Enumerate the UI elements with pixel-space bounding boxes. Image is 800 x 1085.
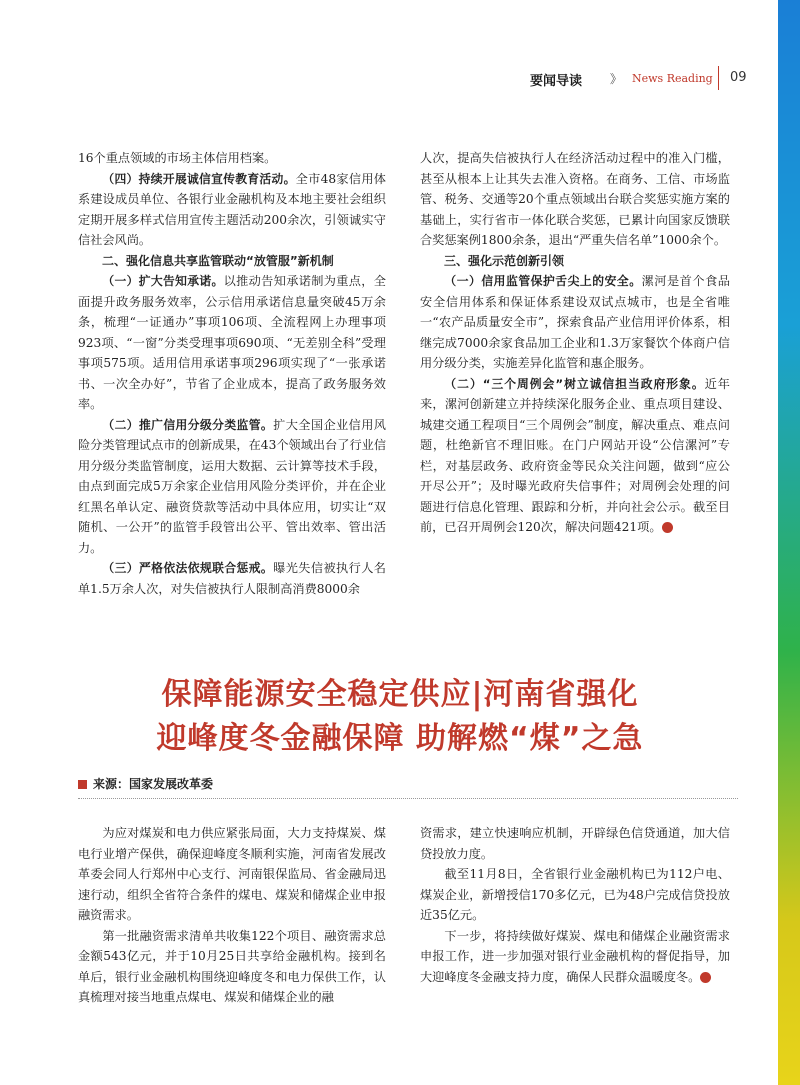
article2-source <box>78 775 213 792</box>
paragraph-text: 第一批融资需求清单共收集122个项目、融资需求总金额543亿元，并于10月25日共享给金融机构。接到名单后，银行业金融机构围绕迎峰度冬和电力保供工作，认真梳理对接当地重点煤电、煤炭和储煤企业的融 <box>78 928 386 1004</box>
paragraph <box>420 148 730 251</box>
paragraph-text: 截至11月8日，全省银行业金融机构已为112户电、煤炭企业，新增授信170多亿元，已为48户完成信贷投放近35亿元。 <box>420 867 730 922</box>
paragraph <box>420 864 730 926</box>
red-square-icon <box>78 780 87 789</box>
paragraph-heading: （二）推广信用分级分类监管。 <box>102 417 274 432</box>
paragraph-text: 近年来，漯河创新建立并持续深化服务企业、重点项目建设、城建交通工程项目“三个周例会”制度，解决重点、难点问题，杜绝新官不理旧账。在门户网站开设“公信漯河”专栏，对基层政务、政府资金等民众关注问题，做到“应公开尽公开”；及时曝光政府失信事件；对周例会处理的问题进行信息化管理、跟踪和分析，并向社会公示。截至目前，已召开周例会120次，解决问题421项。 <box>420 376 730 534</box>
paragraph-text: 下一步，将持续做好煤炭、煤电和储煤企业融资需求申报工作，进一步加强对银行业金融机构的督促指导，加大迎峰度冬金融支持力度，确保人民群众温暖度冬。 <box>420 928 730 984</box>
paragraph-text: 以推动告知承诺制为重点，全面提升政务服务效率，公示信用承诺信息量突破45万余条，梳理“一证通办”事项106项、全流程网上办理事项923项、“一窗”分类受理事项690项、“无差别全科”受理事项575项。适用信用承诺事项296项实现了“一张承诺书、一次全办好”，节省了企业成本，提高了政务服务效率。 <box>78 274 386 411</box>
dotted-divider <box>78 798 738 799</box>
paragraph <box>78 271 386 415</box>
paragraph-text: 人次，提高失信被执行人在经济活动过程中的准入门槛，甚至从根本上让其失去准入资格。在商务、工信、市场监管、税务、交通等20个重点领域出台联合奖惩实施方案的基础上，实行省市一体化联合奖惩，已累计向国家反馈联合奖惩案例1800余条，退出“严重失信名单”1000余个。 <box>420 151 730 247</box>
paragraph <box>78 558 386 599</box>
paragraph-text: 曝光失信被执行人名单1.5万余人次，对失信被执行人限制高消费8000余 <box>78 561 386 596</box>
page-number: 09 <box>730 70 747 85</box>
article2-title <box>0 673 800 761</box>
paragraph <box>420 271 730 374</box>
paragraph-text: 全市48家信用体系建设成员单位、各银行业金融机构及本地主要社会组织定期开展多样式信用宣传主题活动200余次，引领诚实守信社会风尚。 <box>78 171 386 247</box>
paragraph-text: 16个重点领域的市场主体信用档案。 <box>78 151 277 165</box>
article2-title-line2: 迎峰度冬金融保障 助解燃“煤”之急 <box>156 721 644 756</box>
source-label: 来源：国家发展改革委 <box>93 777 214 791</box>
paragraph <box>78 926 386 1008</box>
section-heading: 三、强化示范创新引领 <box>444 253 565 268</box>
article2-column-left <box>78 823 386 1008</box>
paragraph <box>78 148 386 169</box>
paragraph-heading: （一）信用监管保护舌尖上的安全。 <box>444 274 642 288</box>
end-mark-icon: C <box>700 972 711 983</box>
paragraph <box>420 374 730 538</box>
paragraph-heading: （二）“三个周例会”树立诚信担当政府形象。 <box>444 376 705 391</box>
section-title-cn: 要闻导读 <box>530 74 583 89</box>
paragraph <box>78 415 386 559</box>
section-heading: 二、强化信息共享监管联动“放管服”新机制 <box>102 253 334 268</box>
paragraph-heading: （四）持续开展诚信宣传教育活动。 <box>102 171 296 186</box>
article2-column-right <box>420 823 730 987</box>
double-chevron-icon: 》 <box>610 72 623 86</box>
page-header <box>400 66 760 96</box>
paragraph-text: 扩大全国企业信用风险分类管理试点市的创新成果，在43个领域出台了行业信用分级分类监管制度，运用大数据、云计算等技术手段，由点到面完成5万余家企业信用风险分类评价，并在企业红黑名单认定、融资贷款等活动中具体应用，切实让“双随机、一公开”的监管手段管出公平、管出效率、管出活力。 <box>78 417 387 555</box>
paragraph-heading: （三）严格依法依规联合惩戒。 <box>102 561 274 575</box>
paragraph-heading: （一）扩大告知承诺。 <box>102 274 224 288</box>
paragraph <box>420 926 730 988</box>
article1-column-right <box>420 148 730 538</box>
paragraph-text: 资需求，建立快速响应机制，开辟绿色信贷通道，加大信贷投放力度。 <box>420 826 730 861</box>
paragraph <box>78 169 386 251</box>
paragraph-text: 漯河是首个食品安全信用体系和保证体系建设双试点城市，也是全省唯一“农产品质量安全市”，探索食品产业信用评价体系，相继完成7000余家食品加工企业和1.3万家餐饮个体商户信用分级分类，实施差异化监管和惠企服务。 <box>420 274 730 370</box>
section-title-en: News Reading <box>632 72 713 85</box>
paragraph-text: 为应对煤炭和电力供应紧张局面，大力支持煤炭、煤电行业增产保供，确保迎峰度冬顺利实施，河南省发展改革委会同人行郑州中心支行、河南银保监局、省金融局迅速行动，组织全省符合条件的煤电、煤炭和储煤企业申报融资需求。 <box>78 826 386 922</box>
article2-title-line1: 保障能源安全稳定供应|河南省强化 <box>161 677 639 712</box>
paragraph <box>78 823 386 926</box>
header-divider <box>718 66 719 90</box>
article1-column-left <box>78 148 386 599</box>
edge-color-bar <box>778 0 800 1085</box>
paragraph <box>420 823 730 864</box>
end-mark-icon: C <box>662 522 673 533</box>
